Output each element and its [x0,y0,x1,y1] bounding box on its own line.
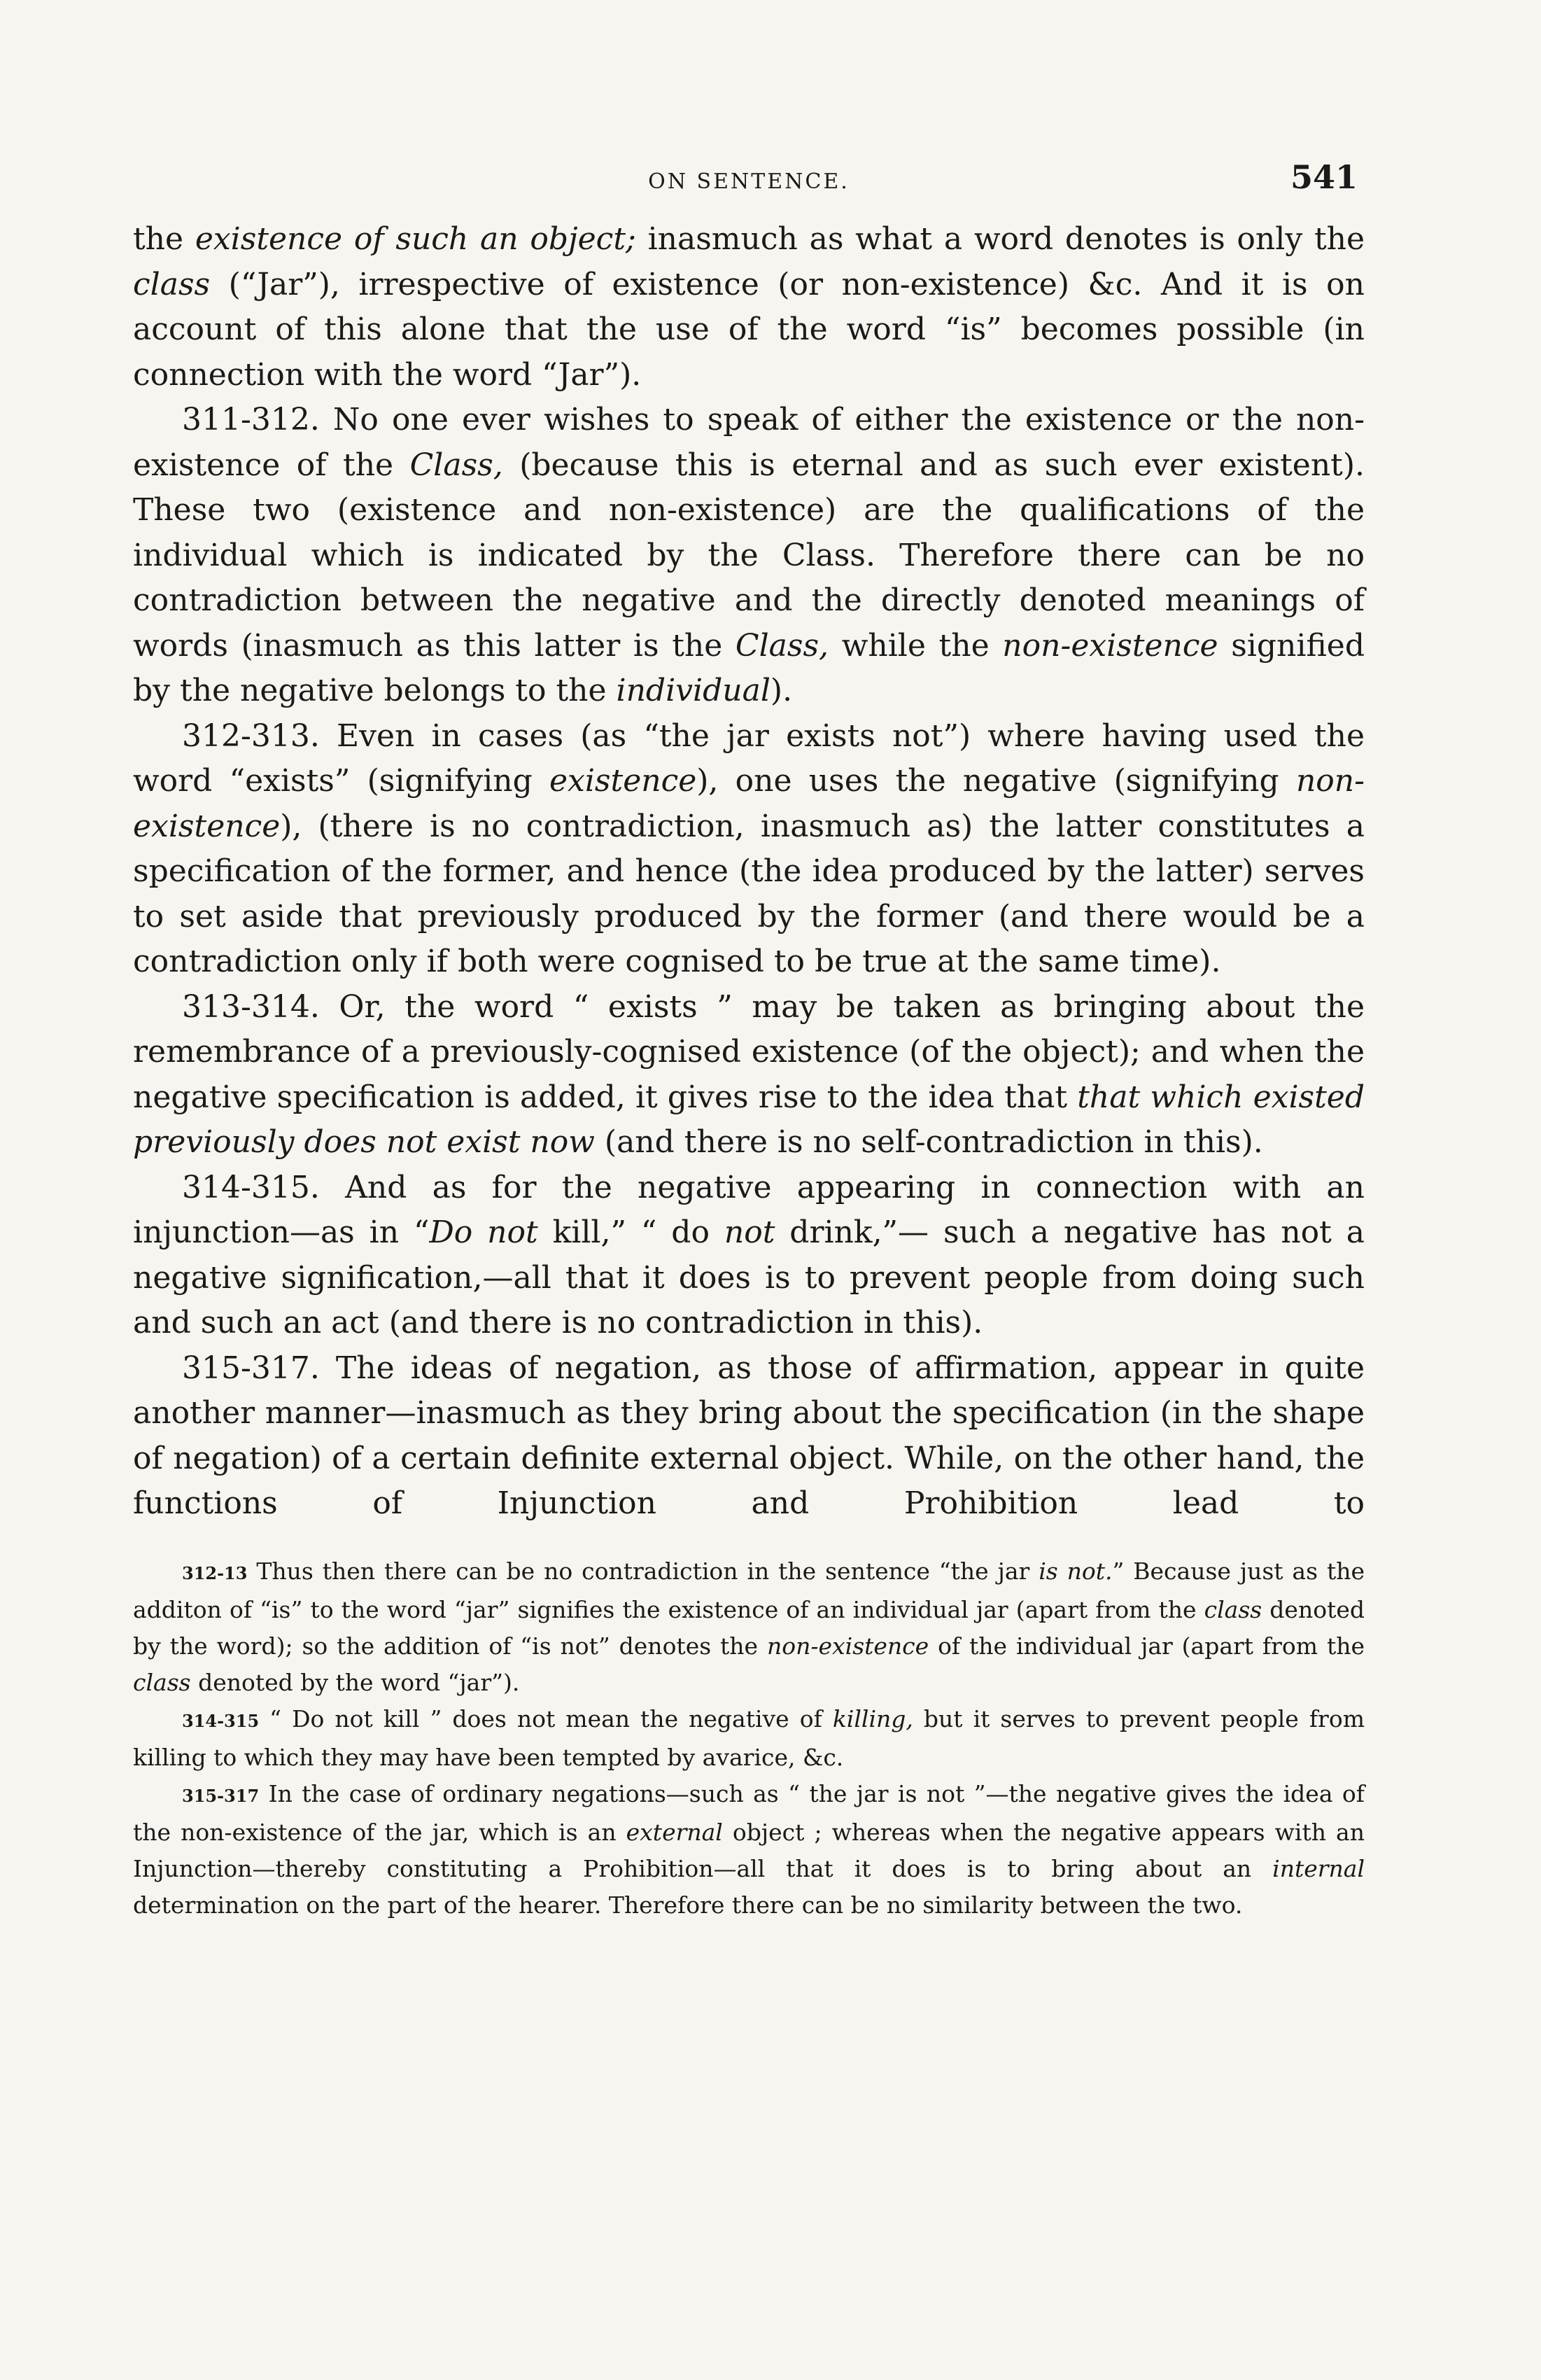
footnotes [133,1553,1365,1924]
verse-number: 313-314. [182,988,320,1025]
footnote-ref: 314-315 [182,1710,260,1731]
running-head [133,140,1365,217]
page-number: 541 [1290,158,1358,196]
footnote-ref: 312-13 [182,1562,248,1583]
paragraph-313-314: 313-314. Or, the word “ exists ” may be taken as bringing about the remembrance of a previously-cognised existence (of the object); and when the negative specification is added, it gives rise to the idea that that which existed previously does not exist now (and there is no self-contradiction in this). [133,988,1365,1160]
footnote-315-317: 315-317 In the case of ordinary negations—such as “ the jar is not ”—the negative gives the idea of the non-existence of the jar, which is an external object ; whereas when the negative appears with an Injunction—thereby constituting a Prohibition—all that it does is to bring about an internal determination on the part of the hearer. Therefore there can be no similarity between the two. [133,1779,1365,1919]
paragraph-312-313: 312-313. Even in cases (as “the jar exists not”) where having used the word “exists” (signifying existence), one uses the negative (signifying non-existence), (there is no contradiction, inasmuch as) the latter constitutes a specification of the former, and hence (the idea produced by the latter) serves to set aside that previously produced by the former (and there would be a contradiction only if both were cognised to be true at the same time). [133,718,1365,979]
paragraph-311-312: 311-312. No one ever wishes to speak of either the existence or the non-existence of the Class, (because this is eternal and as such ever existent). These two (existence and non-existence) are the qualifications of the individual which is indicated by the Class. Therefore there can be no contradiction between the negative and the directly denoted meanings of words (inasmuch as this latter is the Class, while the non-existence signified by the negative belongs to the individual). [133,402,1365,708]
footnote-314-315: 314-315 “ Do not kill ” does not mean the negative of killing, but it serves to prevent people from killing to which they may have been tempted by avarice, &c. [133,1704,1365,1771]
paragraph-315-317: 315-317. The ideas of negation, as those of affirmation, appear in quite another manner—inasmuch as they bring about the specification (in the shape of negation) of a certain definite external object. While, on the other hand, the functions of Injunction and Prohibition lead to [133,1350,1365,1521]
verse-number: 312-313. [182,718,320,754]
book-page [133,140,1365,2282]
main-text [133,217,1365,1527]
paragraph-continuation: the existence of such an object; inasmuch as what a word denotes is only the class (“Jar”), irrespective of existence (or non-existence) &c. And it is on account of this alone that the use of the word “is” becomes possible (in connection with the word “Jar”). [133,221,1365,393]
paragraph-314-315: 314-315. And as for the negative appearing in connection with an injunction—as in “Do not kill,” “ do not drink,”— such a negative has not a negative signification,—all that it does is to prevent people from doing such and such an act (and there is no contradiction in this). [133,1169,1365,1340]
verse-number: 311-312. [182,402,320,438]
footnote-ref: 315-317 [182,1785,260,1806]
footnote-312-13: 312-13 Thus then there can be no contradiction in the sentence “the jar is not.” Because just as the additon of “is” to the word “jar” signifies the existence of an individual jar (apart from the class denoted by the word); so the addition of “is not” denotes the non-existence of the individual jar (apart from the class denoted by the word “jar”). [133,1557,1365,1696]
verse-number: 315-317. [182,1350,320,1386]
verse-number: 314-315. [182,1169,320,1205]
footnote-separator [133,1527,1365,1553]
running-title: ON SENTENCE. [648,169,850,194]
